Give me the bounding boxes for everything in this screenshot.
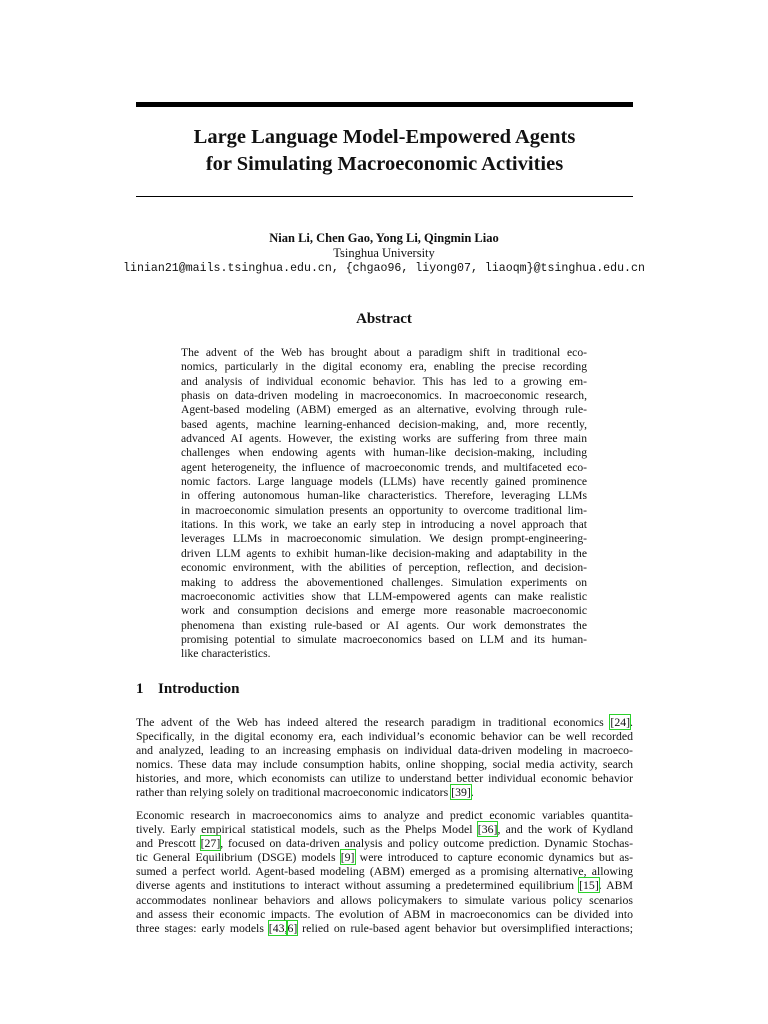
- line-text: . ABM: [598, 878, 634, 893]
- line-text: rather than relying solely on traditional macroeconomic indicators: [136, 785, 452, 800]
- line-text: .: [630, 715, 633, 729]
- citation-link[interactable]: [24]: [610, 715, 631, 729]
- abstract-line: nomic factors. Large language models (LLMs) have recently gained prominence: [181, 475, 587, 489]
- citation-link[interactable]: [15]: [579, 878, 599, 893]
- line-text: accommodates nonlinear behaviors and allows policymakers to simulate various policy scenarios: [136, 892, 633, 907]
- abstract-heading: Abstract: [356, 311, 412, 327]
- paragraph-line: [136, 878, 633, 892]
- author-names: Nian Li, Chen Gao, Yong Li, Qingmin Liao: [269, 231, 499, 245]
- line-text: , and the work of Kydland: [497, 822, 633, 837]
- line-text: were introduced to capture economic dynamics but as-: [354, 850, 634, 865]
- line-text: , focused on data-driven analysis and policy outcome prediction. Dynamic Stochas-: [220, 836, 634, 851]
- abstract-line: in macroeconomic simulation presents an opportunity to overcome traditional lim-: [181, 503, 587, 517]
- paragraph-line: [136, 757, 633, 771]
- intro-paragraph-1: [136, 715, 633, 800]
- abstract-line: nomics, particularly in the digital economy era, enabling the precise recording: [181, 360, 587, 374]
- abstract-line: driven LLM agents to exhibit human-like decision-making and adaptability in the: [181, 546, 587, 560]
- abstract-line: economic environment, with the abilities of perception, reflection, and decision-: [181, 561, 587, 575]
- abstract-line: challenges when endowing agents with human-like decision-making, including: [181, 446, 587, 460]
- section-title: Introduction: [158, 681, 240, 697]
- line-text: .: [470, 785, 474, 800]
- paragraph-line: [136, 893, 633, 907]
- abstract-line: making to address the abovementioned challenges. Simulation experiments on: [181, 575, 587, 589]
- abstract-line: phasis on data-driven modeling in macroeconomics. In macroeconomic research,: [181, 389, 587, 403]
- line-text: tic General Equilibrium (DSGE) models: [136, 850, 341, 865]
- abstract-line: in offering autonomous human-like characteristics. Therefore, leveraging LLMs: [181, 489, 587, 503]
- section-heading: [136, 681, 239, 698]
- citation-link[interactable]: [39]: [451, 785, 471, 800]
- line-text: and assess their economic impacts. The evolution of ABM in macroeconomics can be divided into: [136, 906, 633, 921]
- abstract-body: [181, 346, 587, 662]
- abstract-line: and analysis of individual economic behavior. This has led to a growing em-: [181, 374, 587, 388]
- abstract-line: advanced AI agents. However, the existing works are suffering from three main: [181, 432, 587, 446]
- title-line-1: Large Language Model-Empowered Agents: [193, 126, 576, 148]
- title-line-2: for Simulating Macroeconomic Activities: [205, 153, 564, 175]
- paragraph-line: [136, 836, 633, 850]
- abstract-line: like characteristics.: [181, 647, 271, 661]
- paragraph-line: [136, 850, 633, 864]
- title-bottom-rule: [136, 196, 633, 197]
- line-text: nomics. These data may include consumption habits, online shopping, social media activity, search: [136, 757, 633, 772]
- line-text: and Prescott: [136, 836, 201, 851]
- paragraph-line: [136, 808, 633, 822]
- abstract-line: macroeconomic activities show that LLM-empowered agents can make realistic: [181, 589, 587, 603]
- citation-link[interactable]: [27]: [200, 836, 221, 851]
- line-text: sumed a perfect world. Agent-based modeling (ABM) emerged as a promising alternative, allowing: [136, 864, 633, 879]
- author-block: [0, 231, 768, 276]
- intro-paragraph-2: [136, 808, 633, 935]
- author-emails: linian21@mails.tsinghua.edu.cn, {chgao96, liyong07, liaoqm}@tsinghua.edu.cn: [123, 262, 645, 275]
- line-text: histories, and more, which economists can utilize to understand better individual economic behavior: [136, 771, 633, 786]
- line-text: Economic research in macroeconomics aims to analyze and predict economic variables quantita-: [136, 808, 633, 822]
- paragraph-line: [136, 785, 633, 799]
- line-text: and analyzed, leading to an increasing emphasis on individual data-driven modeling in macroeco-: [136, 743, 633, 758]
- citation-link[interactable]: [36]: [477, 822, 498, 837]
- line-text: tively. Early empirical statistical models, such as the Phelps Model: [136, 822, 478, 837]
- paragraph-line: [136, 729, 633, 743]
- paragraph-line: [136, 743, 633, 757]
- paragraph-line: [136, 771, 633, 785]
- citation-link[interactable]: [9]: [340, 850, 355, 865]
- abstract-line: based agents, machine learning-enhanced decision-making, and, more recently,: [181, 417, 587, 431]
- abstract-line: Agent-based modeling (ABM) emerged as an alternative, evolving through rule-: [181, 403, 587, 417]
- line-text: three stages: early models: [136, 920, 269, 935]
- affiliation: Tsinghua University: [333, 246, 435, 260]
- line-text: relied on rule-based agent behavior but oversimplified interactions;: [297, 920, 633, 935]
- paragraph-line: [136, 907, 633, 921]
- citation-link[interactable]: [43,: [268, 920, 288, 935]
- citation-link[interactable]: 6]: [287, 920, 298, 935]
- paragraph-line: [136, 822, 633, 836]
- title-top-rule: [136, 102, 633, 107]
- abstract-line: work and consumption decisions and emerge more reasonable macroeconomic: [181, 604, 587, 618]
- abstract-line: agent heterogeneity, the influence of macroeconomic trends, and multifaceted eco-: [181, 460, 587, 474]
- line-text: The advent of the Web has indeed altered the research paradigm in traditional economics: [136, 715, 611, 729]
- paragraph-line: [136, 864, 633, 878]
- line-text: Specifically, in the digital economy era, each individual’s economic behavior can be well recorded: [136, 729, 633, 744]
- abstract-line: itations. In this work, we take an early step in introducing a novel approach that: [181, 518, 587, 532]
- line-text: diverse agents and institutions to interact without assuming a predetermined equilibrium: [136, 878, 580, 893]
- abstract-line: The advent of the Web has brought about a paradigm shift in traditional eco-: [181, 346, 587, 359]
- paper-title: [136, 124, 633, 178]
- abstract-line: leverages LLMs in macroeconomic simulation. We design prompt-engineering-: [181, 532, 587, 546]
- abstract-line: phenomena than existing rule-based or AI agents. Our work demonstrates the: [181, 618, 587, 632]
- paragraph-line: [136, 715, 633, 729]
- section-number: 1: [136, 681, 144, 697]
- paragraph-line: [136, 921, 633, 935]
- abstract-line: promising potential to simulate macroeconomics based on LLM and its human-: [181, 632, 587, 646]
